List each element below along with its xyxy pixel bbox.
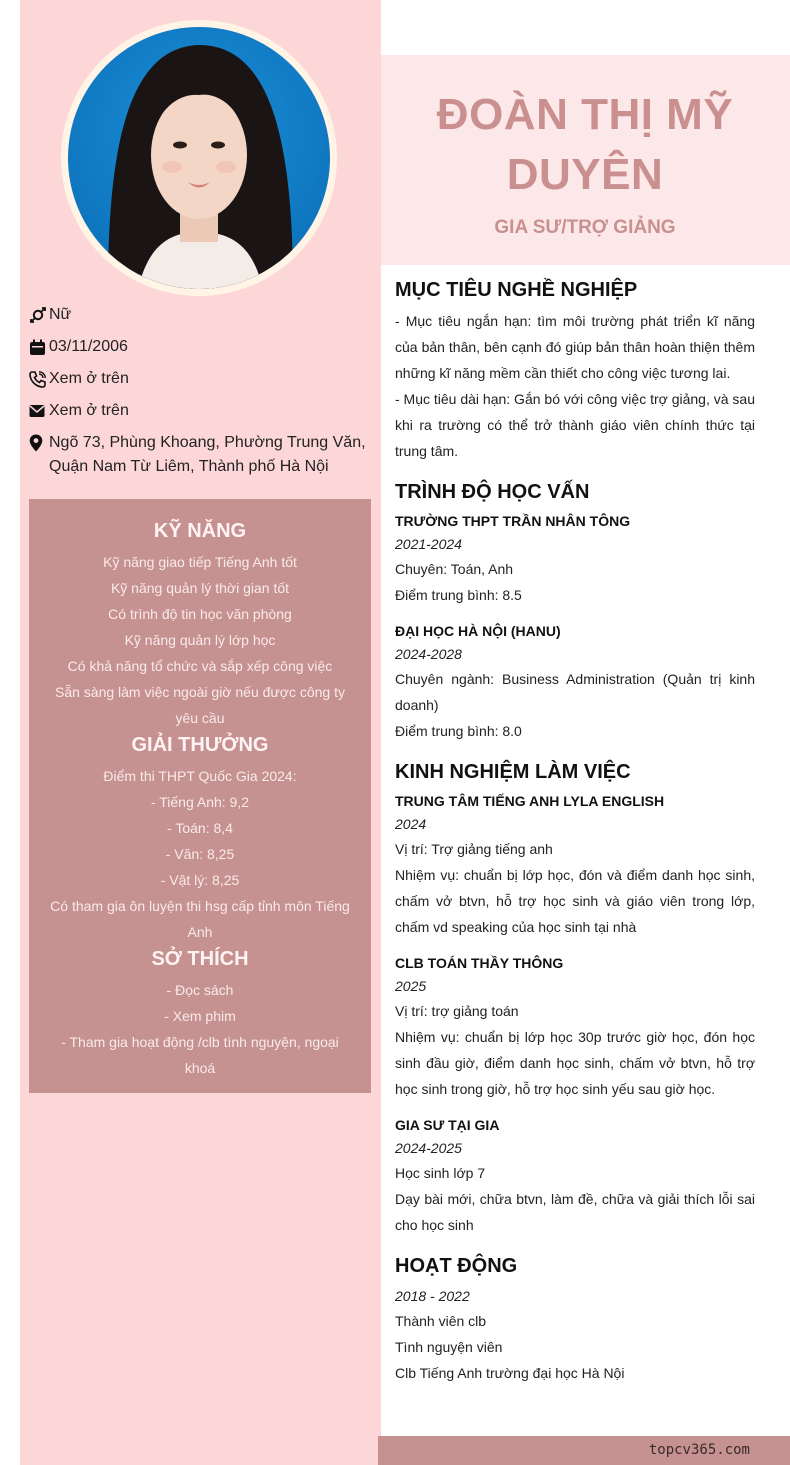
- hobbies-heading: SỞ THÍCH: [151, 948, 249, 970]
- activity-item: Thành viên clb: [395, 1313, 487, 1329]
- activities-heading: HOẠT ĐỘNG: [395, 1255, 518, 1277]
- experience-duties: Nhiệm vụ: chuẩn bị lớp học 30p trước giờ học, đón học sinh đầu giờ, điểm danh học sinh, chấm vở btvn, hỗ trợ học sinh trong giờ, hỗ trợ học sinh yếu sau giờ học.: [395, 1029, 755, 1097]
- contact-email: [29, 399, 369, 423]
- skill-item: Có khả năng tổ chức và sắp xếp công việc: [67, 658, 333, 674]
- experience-period: 2024-2025: [395, 1140, 462, 1156]
- experience-position: Vị trí: Trợ giảng tiếng anh: [395, 841, 553, 857]
- award-item: - Văn: 8,25: [165, 846, 235, 862]
- phone-icon: [29, 367, 49, 391]
- contact-dob: [29, 335, 369, 359]
- award-item: Điểm thi THPT Quốc Gia 2024:: [103, 768, 297, 784]
- objective-short-term: - Mục tiêu ngắn hạn: tìm môi trường phát triển kĩ năng của bản thân, bên cạnh đó giúp bản thân hoàn thiện thêm những kĩ năng mềm cần thiết cho công việc tương lai.: [395, 313, 755, 381]
- education-heading: TRÌNH ĐỘ HỌC VẤN: [395, 481, 590, 503]
- employer-name: TRUNG TÂM TIẾNG ANH LYLA ENGLISH: [395, 793, 665, 809]
- phone-text: Xem ở trên: [49, 370, 129, 387]
- experience-entry: [395, 790, 755, 940]
- education-detail: Chuyên: Toán, Anh: [395, 561, 514, 577]
- employer-name: CLB TOÁN THẦY THÔNG: [395, 955, 564, 971]
- main-content: [395, 276, 755, 1386]
- education-gpa: Điểm trung bình: 8.5: [395, 587, 522, 603]
- calendar-icon: [29, 335, 49, 359]
- hobby-item: - Đọc sách: [166, 982, 234, 998]
- education-gpa: Điểm trung bình: 8.0: [395, 723, 522, 739]
- experience-duties: Dạy bài mới, chữa btvn, làm đề, chữa và giải thích lỗi sai cho học sinh: [395, 1191, 755, 1233]
- full-name-line-1: ĐOÀN THỊ MỸ: [436, 90, 734, 139]
- dob-text: 03/11/2006: [49, 338, 128, 355]
- school-name: TRƯỜNG THPT TRẦN NHÂN TÔNG: [395, 513, 631, 529]
- objective-heading: MỤC TIÊU NGHỀ NGHIỆP: [395, 279, 638, 301]
- skill-item: Kỹ năng quản lý lớp học: [124, 632, 276, 648]
- full-name-line-2: DUYÊN: [506, 150, 664, 199]
- envelope-icon: [29, 399, 49, 423]
- experience-period: 2024: [395, 816, 427, 832]
- school-name: ĐẠI HỌC HÀ NỘI (HANU): [395, 623, 561, 639]
- address-text: Ngõ 73, Phùng Khoang, Phường Trung Văn, Quận Nam Từ Liêm, Thành phố Hà Nội: [49, 434, 366, 475]
- job-title: GIA SƯ/TRỢ GIẢNG: [494, 217, 676, 238]
- education-period: 2024-2028: [395, 646, 462, 662]
- footer-bar: [378, 1436, 790, 1465]
- awards-heading: GIẢI THƯỞNG: [131, 734, 269, 756]
- contact-gender: [29, 303, 369, 327]
- hobby-item: - Tham gia hoạt động /clb tình nguyện, ngoại khoá: [61, 1034, 339, 1076]
- experience-period: 2025: [395, 978, 427, 994]
- gender-icon: [29, 303, 49, 327]
- experience-duties: Nhiệm vụ: chuẩn bị lớp học, đón và điểm danh học sinh, chấm vở btvn, hỗ trợ học sinh và giáo viên trong lớp, chấm vd speaking của học sinh tại nhà: [395, 867, 755, 935]
- skill-item: Kỹ năng quản lý thời gian tốt: [110, 580, 290, 596]
- skills-heading: KỸ NĂNG: [153, 520, 247, 542]
- experience-position: Vị trí: trợ giảng toán: [395, 1003, 519, 1019]
- name-block: [385, 85, 785, 239]
- hobby-item: - Xem phim: [164, 1008, 236, 1024]
- skill-item: Kỹ năng giao tiếp Tiếng Anh tốt: [103, 554, 297, 570]
- award-item: - Vật lý: 8,25: [160, 872, 240, 888]
- objective-long-term: - Mục tiêu dài hạn: Gắn bó với công việc trợ giảng, và sau khi ra trường có thể trở thành giáo viên chính thức tại trung tâm.: [395, 391, 755, 459]
- avatar: [68, 27, 330, 289]
- activity-item: Clb Tiếng Anh trường đại học Hà Nội: [395, 1365, 625, 1381]
- contact-address: [29, 431, 369, 479]
- contact-phone: [29, 367, 369, 391]
- award-item: - Tiếng Anh: 9,2: [150, 794, 250, 810]
- experience-entry: [395, 1114, 755, 1238]
- activities-period: 2018 - 2022: [395, 1288, 470, 1304]
- education-entry: [395, 510, 755, 608]
- award-item: Có tham gia ôn luyện thi hsg cấp tỉnh môn Tiếng Anh: [50, 898, 350, 940]
- employer-name: GIA SƯ TẠI GIA: [395, 1117, 500, 1133]
- location-pin-icon: [29, 431, 49, 455]
- skill-item: Sẵn sàng làm việc ngoài giờ nếu được công ty yêu cầu: [54, 684, 345, 726]
- gender-text: Nữ: [49, 306, 72, 323]
- experience-position: Học sinh lớp 7: [395, 1165, 486, 1181]
- contact-info: [29, 303, 369, 487]
- education-entry: [395, 620, 755, 744]
- portrait-image: [68, 27, 330, 289]
- skills-list: [47, 549, 353, 731]
- education-period: 2021-2024: [395, 536, 462, 552]
- sidebar-panel: [29, 499, 371, 1093]
- awards-list: [47, 763, 353, 945]
- experience-heading: KINH NGHIỆM LÀM VIỆC: [395, 761, 631, 783]
- skill-item: Có trình độ tin học văn phòng: [108, 606, 292, 622]
- experience-entry: [395, 952, 755, 1102]
- footer-brand: topcv365.com: [648, 1442, 750, 1458]
- activity-item: Tình nguyện viên: [395, 1339, 503, 1355]
- hobbies-list: [47, 977, 353, 1081]
- award-item: - Toán: 8,4: [167, 820, 233, 836]
- email-text: Xem ở trên: [49, 402, 129, 419]
- education-detail: Chuyên ngành: Business Administration (Quản trị kinh doanh): [395, 671, 755, 713]
